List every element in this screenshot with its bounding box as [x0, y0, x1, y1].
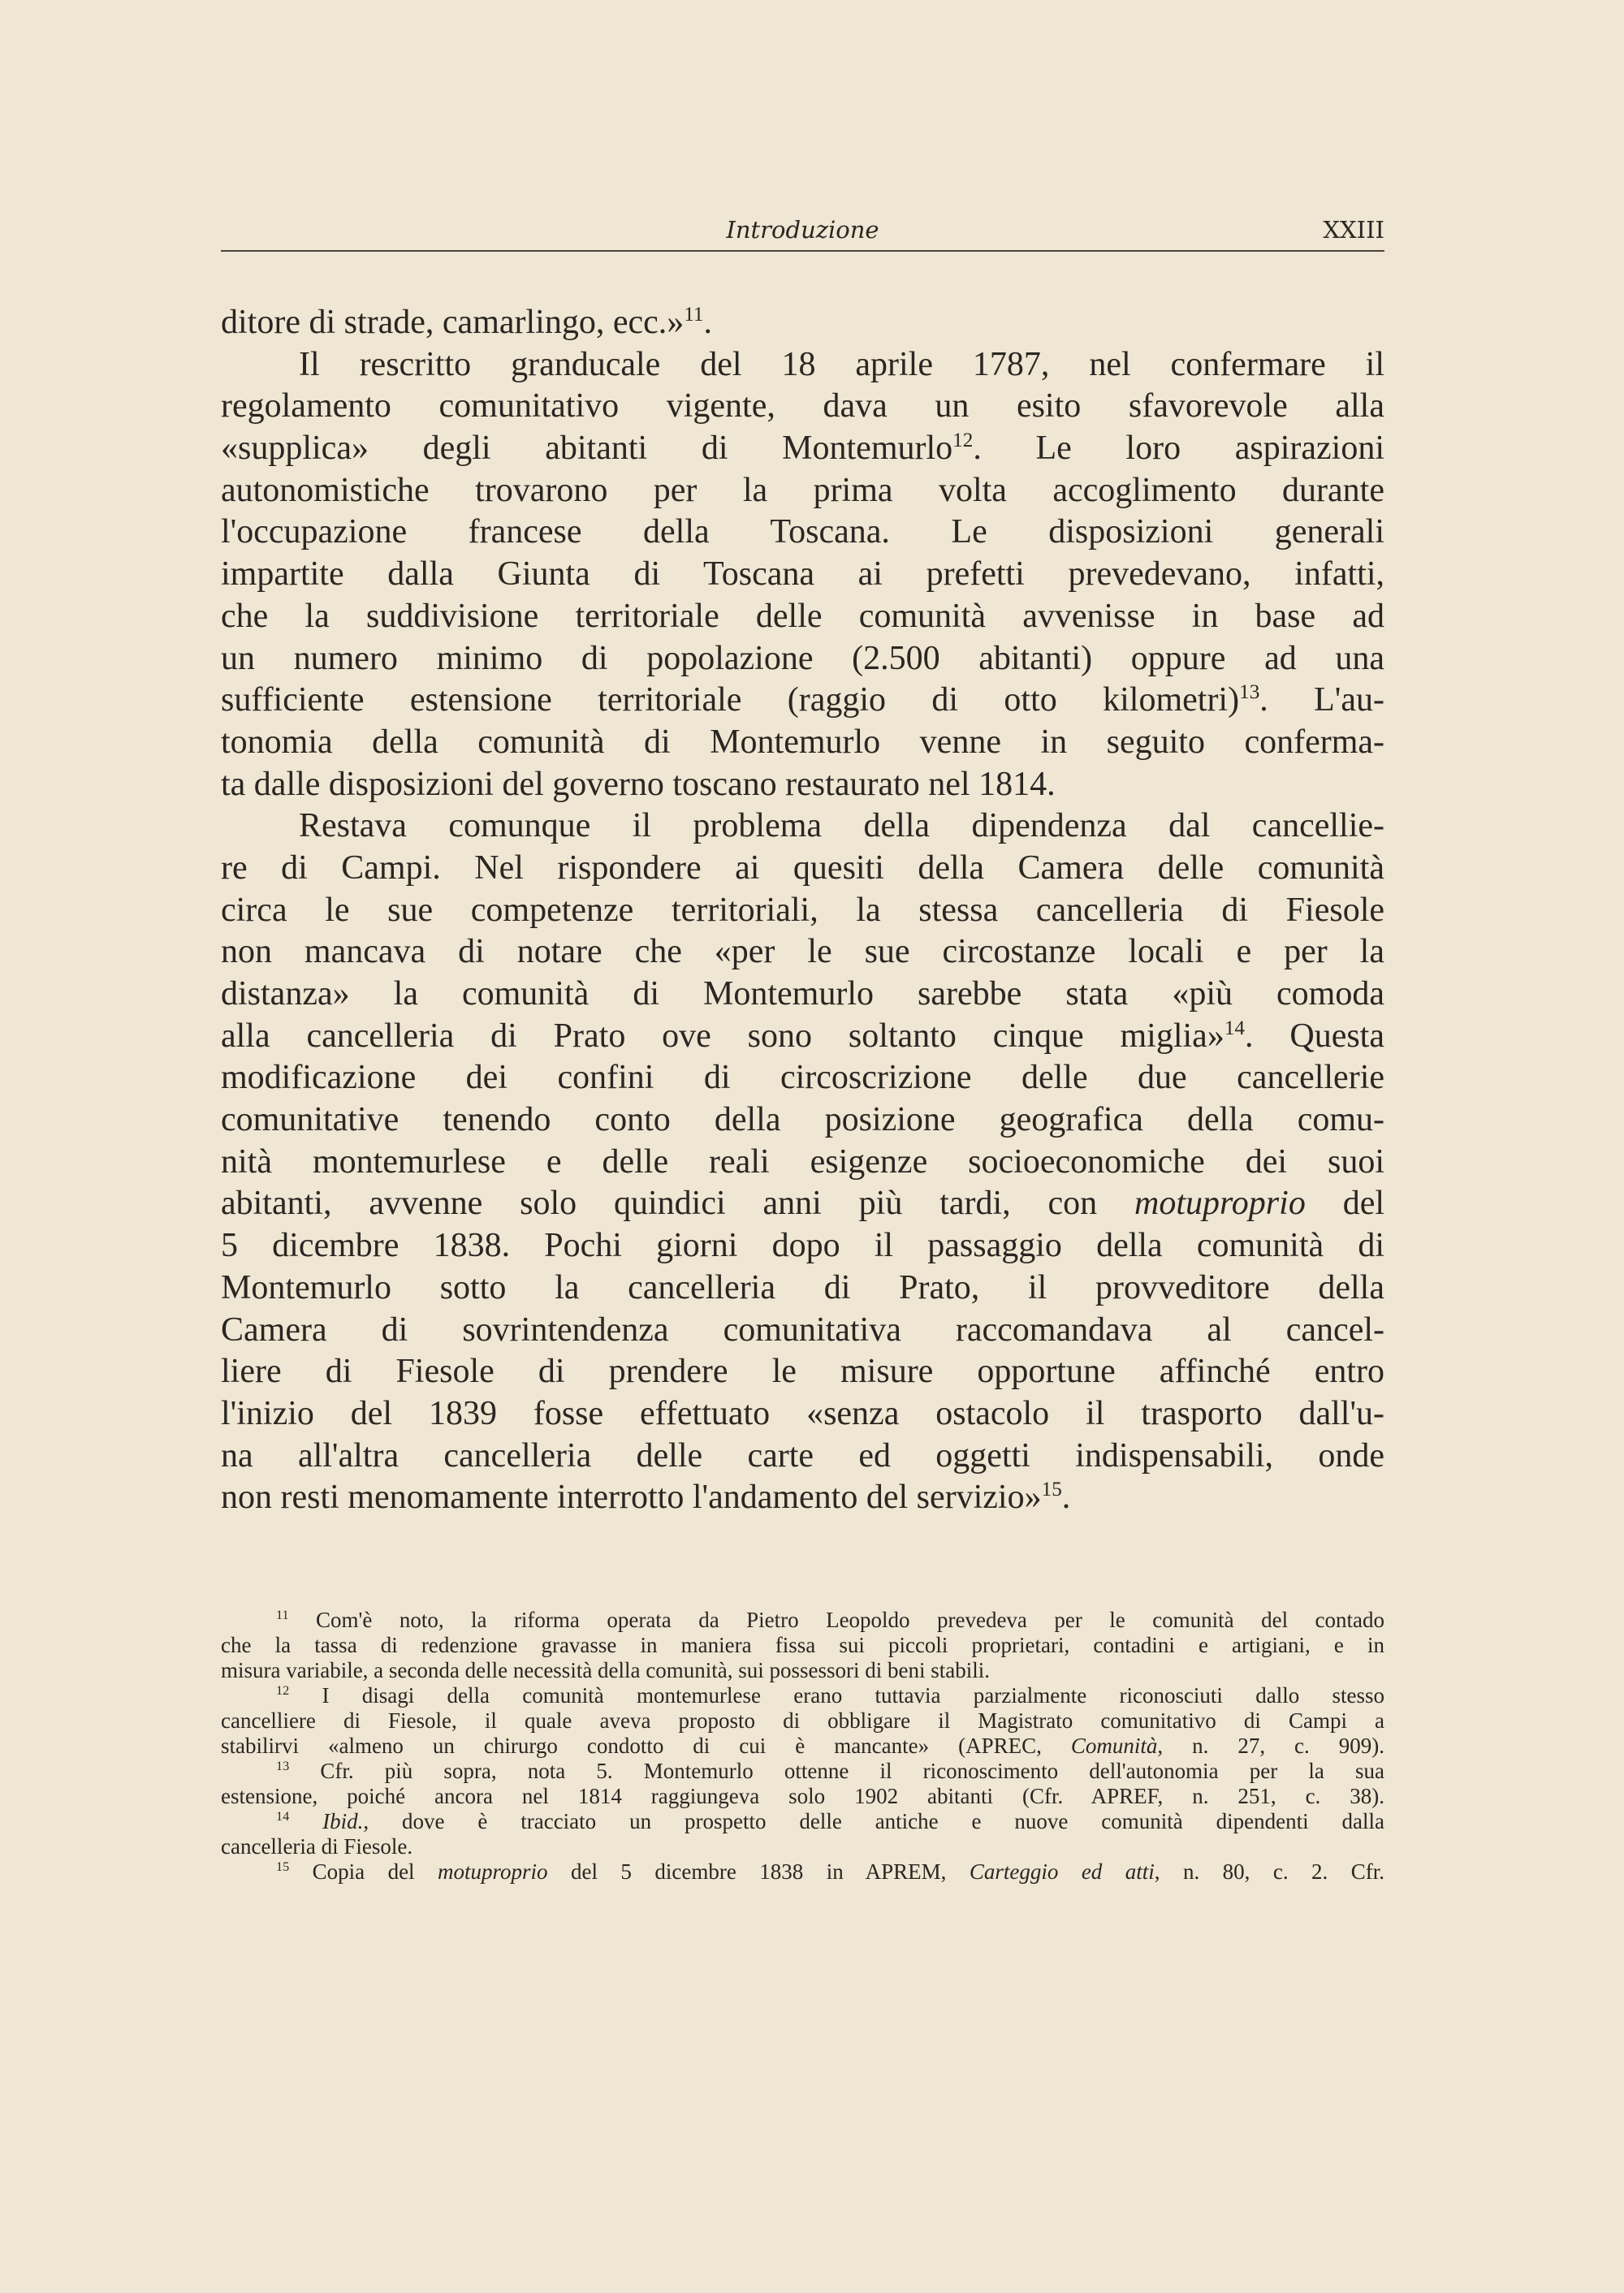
- footnote-line: cancelliere di Fiesole, il quale aveva proposto di obbligare il Magistrato comunitativo di Campi a: [221, 1708, 1384, 1733]
- footnote-line: estensione, poiché ancora nel 1814 raggiungeva solo 1902 abitanti (Cfr. APREF, n. 251, c. 38).: [221, 1784, 1384, 1808]
- body-line: liere di Fiesole di prendere le misure opportune affinché entro: [221, 1353, 1384, 1391]
- body-line: Restava comunque il problema della dipendenza dal cancellie-: [299, 807, 1384, 845]
- body-line: Il rescritto granducale del 18 aprile 1787, nel confermare il: [299, 345, 1384, 383]
- body-line: nità montemurlese e delle reali esigenze socioeconomiche dei suoi: [221, 1142, 1384, 1181]
- footnote-line: stabilirvi «almeno un chirurgo condotto di cui è mancante» (APREC, Comunità, n. 27, c. 909).: [221, 1734, 1384, 1758]
- footnotes: [221, 1608, 1384, 1885]
- body-line: non mancava di notare che «per le sue circostanze locali e per la: [221, 933, 1384, 971]
- running-title: Introduzione: [726, 216, 879, 244]
- footnote-line: misura variabile, a seconda delle necessità della comunità, sui possessori di beni stabili.: [221, 1658, 990, 1682]
- footnote-line: $^{14}$ Ibid., dove è tracciato un prospetto delle antiche e nuove comunità dipendenti dalla: [276, 1809, 1385, 1833]
- body-line: un numero minimo di popolazione (2.500 abitanti) oppure ad una: [221, 639, 1384, 677]
- body-line: 5 dicembre 1838. Pochi giorni dopo il passaggio della comunità di: [221, 1227, 1384, 1265]
- footnote-line: $^{13}$ Cfr. più sopra, nota 5. Montemurlo ottenne il riconoscimento dell'autonomia per la sua: [276, 1759, 1384, 1783]
- footnote-line: $^{11}$ Com'è noto, la riforma operata da Pietro Leopoldo prevedeva per le comunità del contado: [276, 1608, 1384, 1632]
- body-line: re di Campi. Nel rispondere ai quesiti della Camera delle comunità: [221, 849, 1384, 887]
- footnote-line: cancelleria di Fiesole.: [221, 1834, 413, 1859]
- body-line: «supplica» degli abitanti di Montemurlo$^{12}$. Le loro aspirazioni: [221, 430, 1385, 468]
- body-line: Montemurlo sotto la cancelleria di Prato, il provveditore della: [221, 1268, 1384, 1306]
- footnote-line: $^{12}$ I disagi della comunità montemurlese erano tuttavia parzialmente riconosciuti dallo stesso: [276, 1683, 1384, 1708]
- footnote-line: che la tassa di redenzione gravasse in maniera fissa sui piccoli proprietari, contadini e artigiani, e in: [221, 1633, 1384, 1657]
- body-line: non resti menomamente interrotto l'andamento del servizio»$^{15}$.: [221, 1479, 1071, 1517]
- body-line: ditore di strade, camarlingo, ecc.»$^{11}$.: [221, 304, 713, 341]
- body-line: l'inizio del 1839 fosse effettuato «senza ostacolo il trasporto dall'u-: [221, 1394, 1384, 1432]
- body-line: ta dalle disposizioni del governo toscano restaurato nel 1814.: [221, 765, 1056, 803]
- footnote-line: $^{15}$ Copia del motuproprio del 5 dicembre 1838 in APREM, Carteggio ed atti, n. 80, c. 2. Cfr.: [276, 1859, 1384, 1884]
- body-text: [221, 302, 1384, 1519]
- body-line: autonomistiche trovarono per la prima volta accoglimento durante: [221, 471, 1384, 509]
- body-line: na all'altra cancelleria delle carte ed oggetti indispensabili, onde: [221, 1436, 1384, 1475]
- body-line: abitanti, avvenne solo quindici anni più tardi, con motuproprio del: [221, 1185, 1384, 1223]
- body-line: circa le sue competenze territoriali, la stessa cancelleria di Fiesole: [221, 891, 1384, 929]
- body-line: alla cancelleria di Prato ove sono soltanto cinque miglia»$^{14}$. Questa: [221, 1017, 1384, 1055]
- body-line: distanza» la comunità di Montemurlo sarebbe stata «più comoda: [221, 975, 1384, 1013]
- running-header: [221, 213, 1384, 252]
- body-line: tonomia della comunità di Montemurlo venne in seguito conferma-: [221, 723, 1384, 761]
- body-line: sufficiente estensione territoriale (raggio di otto kilometri)$^{13}$. L'au-: [221, 681, 1384, 719]
- body-line: comunitative tenendo conto della posizione geografica della comu-: [221, 1101, 1384, 1139]
- body-line: Camera di sovrintendenza comunitativa raccomandava al cancel-: [221, 1311, 1384, 1349]
- body-line: impartite dalla Giunta di Toscana ai prefetti prevedevano, infatti,: [221, 555, 1384, 594]
- body-line: modificazione dei confini di circoscrizione delle due cancellerie: [221, 1059, 1384, 1097]
- page-number: XXIII: [1323, 216, 1384, 244]
- body-line: l'occupazione francese della Toscana. Le disposizioni generali: [221, 513, 1384, 551]
- body-line: regolamento comunitativo vigente, dava un esito sfavorevole alla: [221, 387, 1384, 425]
- body-line: che la suddivisione territoriale delle comunità avvenisse in base ad: [221, 597, 1384, 635]
